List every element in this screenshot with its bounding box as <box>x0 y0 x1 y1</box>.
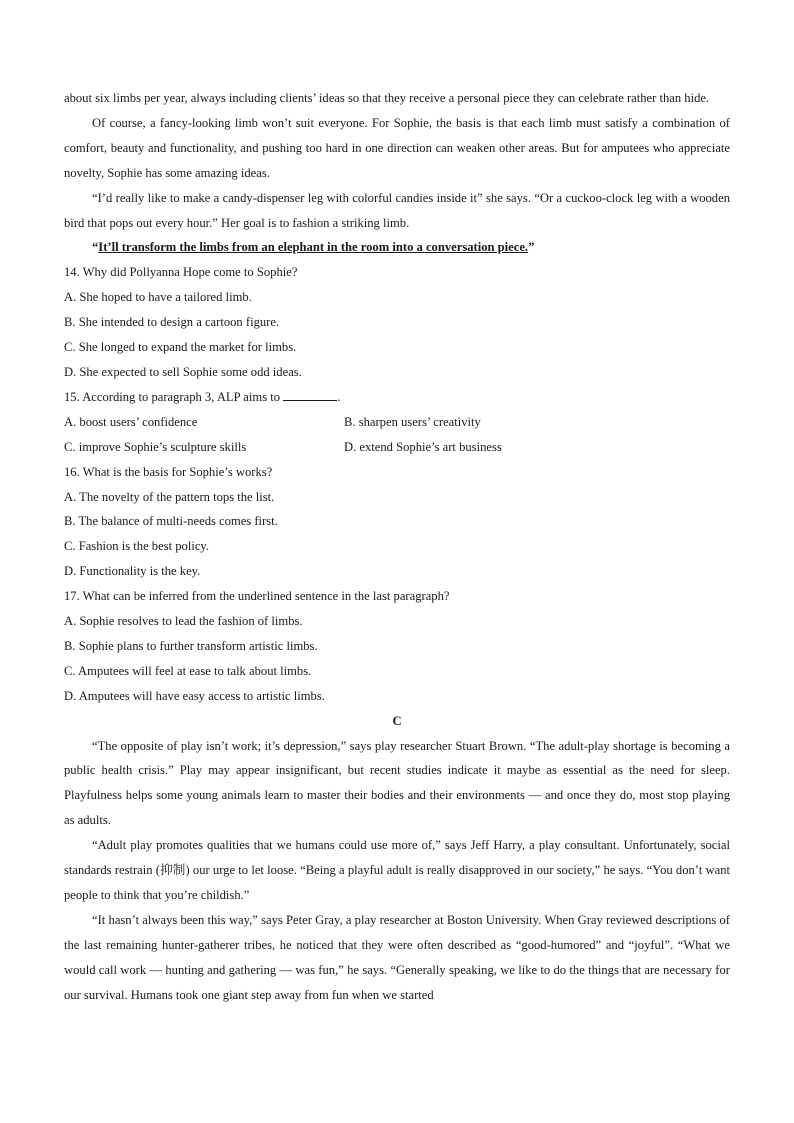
question-14-option-c: C. She longed to expand the market for limbs. <box>64 340 297 355</box>
passage-c-paragraph-1: “The opposite of play isn’t work; it’s depression,” says play researcher Stuart Brown. “The adult-play shortage is becoming a public health crisis.” Play may appear insignificant, but recent studies indicate it maybe as essential as the need for sleep. Playfulness helps some young animals learn to master their bodies and their environments — and once they do, most stop playing as adults. <box>64 738 730 828</box>
question-16-option-b: B. The balance of multi-needs comes first. <box>64 514 278 529</box>
answer-blank <box>283 388 337 401</box>
question-15-stem-end: . <box>337 389 341 404</box>
section-heading-c: C <box>392 713 402 728</box>
question-16-stem: 16. What is the basis for Sophie’s works? <box>64 464 273 479</box>
question-15-stem-text: 15. According to paragraph 3, ALP aims to <box>64 389 281 404</box>
passage-b-paragraph-2: Of course, a fancy-looking limb won’t suit everyone. For Sophie, the basis is that each limb must satisfy a combination of comfort, beauty and functionality, and pushing too hard in one direction can weaken other areas. But for amputees who appreciate novelty, Sophie has some amazing ideas. <box>64 115 730 180</box>
question-15-options-row-2 <box>64 435 730 460</box>
question-17-option-a: A. Sophie resolves to lead the fashion of limbs. <box>64 614 303 629</box>
question-14-option-b: B. She intended to design a cartoon figure. <box>64 315 280 330</box>
question-17-stem: 17. What can be inferred from the underlined sentence in the last paragraph? <box>64 589 450 604</box>
open-quote: “ <box>92 240 99 255</box>
passage-c-paragraph-2: “Adult play promotes qualities that we humans could use more of,” says Jeff Harry, a play consultant. Unfortunately, social standards restrain (抑制) our urge to let loose. “Being a playful adult is really disapproved in our society,” he says. “You don’t want people to think that you’re childish.” <box>64 838 730 902</box>
question-16-option-a: A. The novelty of the pattern tops the list. <box>64 489 275 504</box>
question-14-stem: 14. Why did Pollyanna Hope come to Sophie? <box>64 265 298 280</box>
question-15-stem <box>64 385 730 410</box>
close-quote: ” <box>528 240 535 255</box>
question-15-option-d: D. extend Sophie’s art business <box>344 439 502 454</box>
question-17-option-b: B. Sophie plans to further transform artistic limbs. <box>64 638 318 653</box>
passage-c-paragraph-3: “It hasn’t always been this way,” says Peter Gray, a play researcher at Boston University. When Gray reviewed descriptions of the last remaining hunter-gatherer tribes, he noticed that they were often described as “good-humored” and “joyful”. “What we would call work — hunting and gathering — was fun,” he says. “Generally speaking, we like to do the things that are necessary for our survival. Humans took one giant step away from fun when we started <box>64 912 730 1002</box>
question-16-option-d: D. Functionality is the key. <box>64 564 201 579</box>
question-15-option-b: B. sharpen users’ creativity <box>344 414 481 429</box>
passage-b-paragraph-1: about six limbs per year, always including clients’ ideas so that they receive a personal piece they can celebrate rather than hide. <box>64 91 710 105</box>
question-16-option-c: C. Fashion is the best policy. <box>64 539 210 554</box>
question-15-options-row-1 <box>64 410 730 435</box>
document-page <box>64 86 730 1008</box>
question-17-option-d: D. Amputees will have easy access to artistic limbs. <box>64 688 325 703</box>
passage-b-paragraph-3: “I’d really like to make a candy-dispenser leg with colorful candies inside it” she says. “Or a cuckoo-clock leg with a wooden bird that pops out every hour.” Her goal is to fashion a striking limb. <box>64 190 730 230</box>
question-15-option-a: A. boost users’ confidence <box>64 414 198 429</box>
question-14-option-d: D. She expected to sell Sophie some odd ideas. <box>64 364 302 379</box>
passage-b-paragraph-4 <box>64 235 730 260</box>
underlined-sentence: It’ll transform the limbs from an elephant in the room into a conversation piece. <box>98 240 529 255</box>
question-17-option-c: C. Amputees will feel at ease to talk about limbs. <box>64 663 312 678</box>
question-14-option-a: A. She hoped to have a tailored limb. <box>64 290 252 305</box>
question-15-option-c: C. improve Sophie’s sculpture skills <box>64 439 247 454</box>
